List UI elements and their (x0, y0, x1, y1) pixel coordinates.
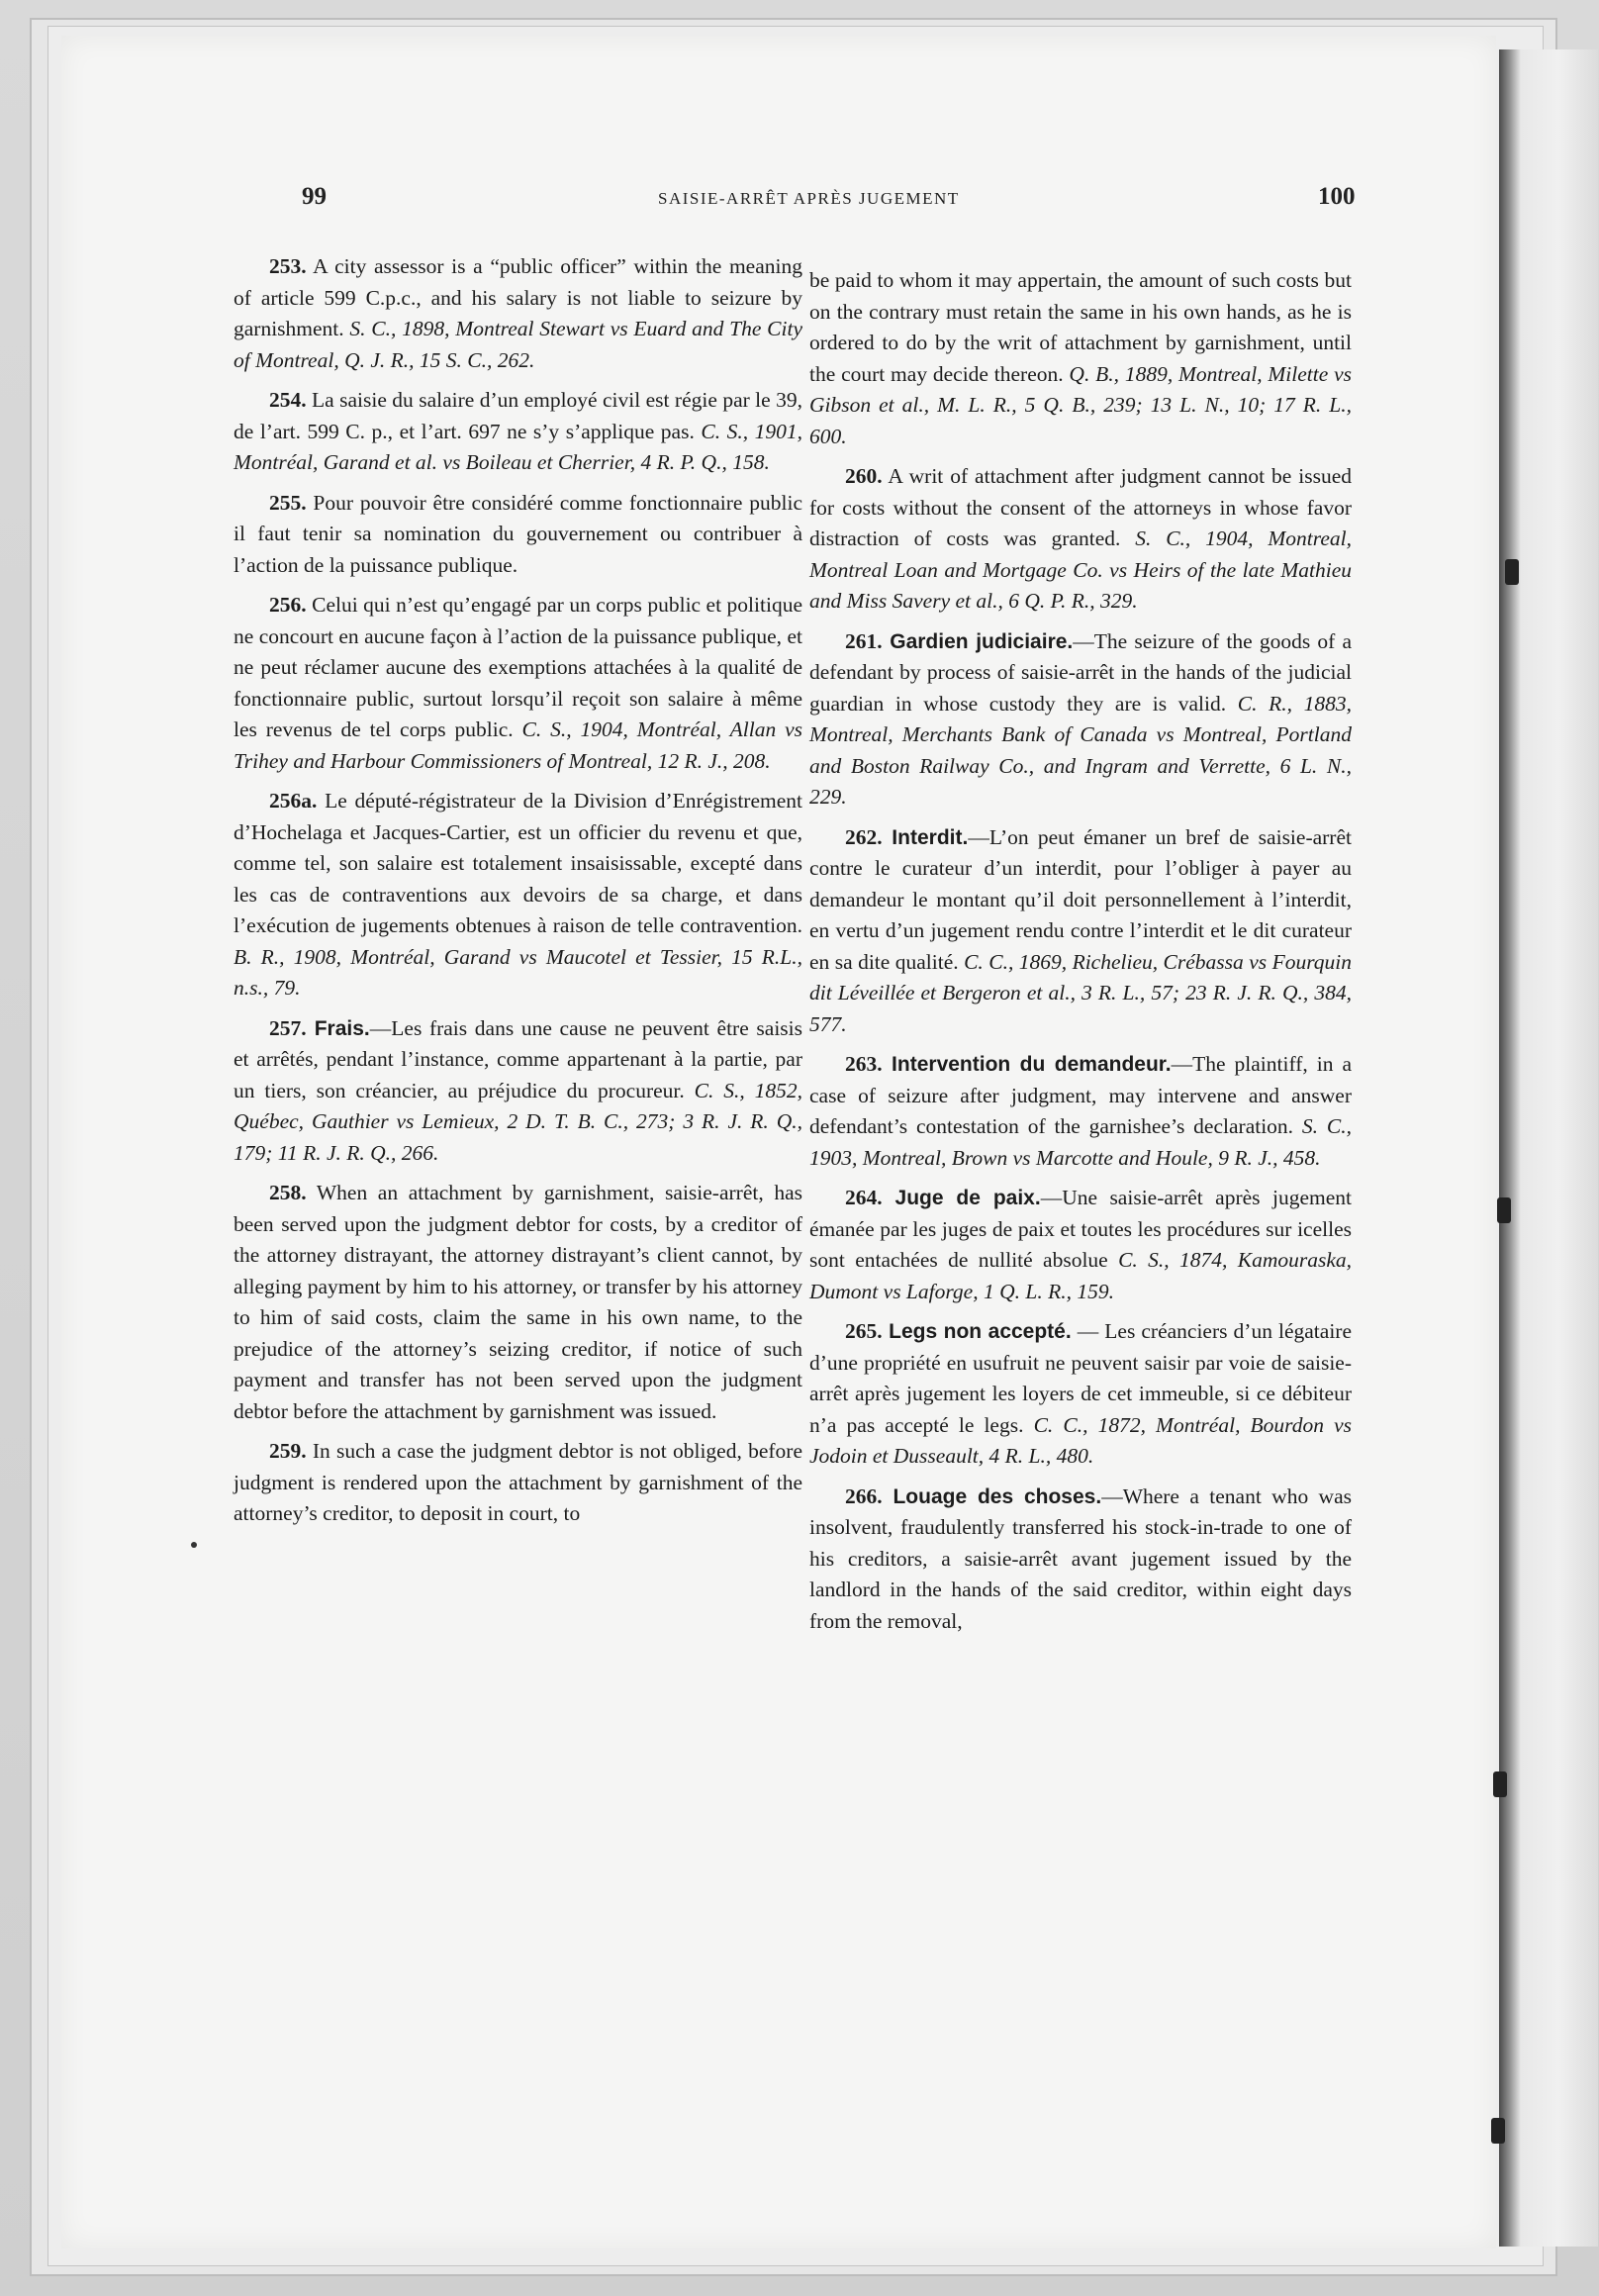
paragraph-citation: S. C., 1903, Montreal, Brown vs Marcotte and Houle, 9 R. J., 458. (809, 1114, 1352, 1170)
paragraph-text: —The seizure of the goods of a defendant by process of saisie-arrêt in the hands of the judicial guardian in whose custody they are is valid. (809, 628, 1352, 716)
paragraph-citation: Q. B., 1889, Montreal, Milette vs Gibson et al., M. L. R., 5 Q. B., 239; 13 L. N., 10; 17 R. L., 600. (809, 361, 1352, 448)
paragraph (234, 1436, 802, 1530)
paragraph-heading: Interdit. (882, 825, 969, 849)
paragraph-number: 263. (845, 1052, 883, 1076)
paragraph-text: —L’on peut émaner un bref de saisie-arrêt contre le curateur d’un interdit, pour l’obliger à payer au demandeur le montant qu’il doit personnellement à l’interdit, en vertu d’un jugement rendu contre l’interdit et le dit curateur en sa dite qualité. (809, 824, 1352, 974)
paragraph-number: 257. (269, 1015, 307, 1040)
paragraph-text: Pour pouvoir être considéré comme fonctionnaire public il faut tenir sa nomination du gouvernement ou contribuer à l’action de la puissance publique. (234, 490, 802, 577)
paragraph-heading: Intervention du demandeur. (882, 1053, 1172, 1076)
paragraph-text: —Les frais dans une cause ne peuvent être saisis et arrêtés, pendant l’instance, comme appartenant à la partie, par un tiers, son créancier, au préjudice du procureur. (234, 1015, 802, 1102)
paragraph (234, 488, 802, 582)
paragraph (809, 1183, 1352, 1307)
paragraph-number: 255. (269, 490, 307, 515)
paragraph-citation: C. S., 1874, Kamouraska, Dumont vs Laforge, 1 Q. L. R., 159. (809, 1248, 1352, 1303)
paragraph-citation: C. R., 1883, Montreal, Merchants Bank of Canada vs Montreal, Portland and Boston Railway Co., and Ingram and Verrette, 6 L. N., 229. (809, 691, 1352, 809)
paragraph-citation: S. C., 1898, Montreal Stewart vs Euard and The City of Montreal, Q. J. R., 15 S. C., 262. (234, 317, 802, 372)
paragraph-text: — Les créanciers d’un légataire d’une propriété en usufruit ne peuvent saisir par voie de saisie-arrêt après jugement les loyers de cet immeuble, si ce débiteur n’a pas accepté le legs. (809, 1319, 1352, 1437)
paragraph-text: —Une saisie-arrêt après jugement émanée par les juges de paix et toutes les procédures sur icelles sont entachées de nullité absolue (809, 1186, 1352, 1272)
paragraph-number: 258. (269, 1181, 307, 1204)
paragraph (809, 1316, 1352, 1473)
paragraph-citation: C. S., 1901, Montréal, Garand et al. vs Boileau et Cherrier, 4 R. P. Q., 158. (234, 419, 802, 474)
paragraph (809, 626, 1352, 813)
paragraph-heading: Louage des choses. (882, 1484, 1102, 1508)
paragraph (234, 1013, 802, 1170)
paragraph-text: —The plaintiff, in a case of seizure after judgment, may intervene and answer defendant’s contestation of the garnishee’s declaration. (809, 1052, 1353, 1138)
margin-dot (191, 1542, 197, 1548)
paragraph-citation: C. C., 1869, Richelieu, Crébassa vs Fourquin dit Léveillée et Bergeron et al., 3 R. L., 57; 23 R. J. R. Q., 384, 577. (809, 949, 1352, 1036)
paragraph-citation: C. S., 1852, Québec, Gauthier vs Lemieux, 2 D. T. B. C., 273; 3 R. J. R. Q., 179; 11 R. J. R. Q., 266. (234, 1078, 802, 1165)
paragraph-text: A city assessor is a “public officer” within the meaning of article 599 C.p.c., and his salary is not liable to seizure by garnishment. (234, 254, 802, 340)
paragraph-text: La saisie du salaire d’un employé civil est régie par le 39, de l’art. 599 C. p., et l’art. 697 ne s’y s’applique pas. (234, 388, 802, 443)
paragraph-number: 256a. (269, 789, 318, 813)
left-column (234, 251, 802, 1539)
paragraph-text: —Where a tenant who was insolvent, fraudulently transferred his stock-in-trade to one of his creditors, a saisie-arrêt avant jugement issued by the landlord in the hands of the said creditor, within eight days from the removal, (809, 1483, 1352, 1633)
paragraph-text: A writ of attachment after judgment cannot be issued for costs without the consent of the attorneys in whose favor distraction of costs was granted. (809, 464, 1352, 550)
paragraph-text: Celui qui n’est qu’engagé par un corps public et politique ne concourt en aucune façon à l’action de la puissance publique, et ne peut réclamer aucune des exemptions attachées à la qualité de fonctionnaire public, surtout lorsqu’il reçoit son salaire à même les revenus de tel corps public. (234, 593, 802, 741)
page-header (0, 183, 1599, 223)
edge-mark (1491, 2118, 1505, 2144)
paragraph (809, 461, 1352, 618)
paragraph-citation: C. C., 1872, Montréal, Bourdon vs Jodoin et Dusseault, 4 R. L., 480. (809, 1412, 1353, 1468)
paragraph-number: 256. (269, 593, 307, 617)
paragraph-number: 262. (845, 824, 883, 849)
paragraph (234, 1178, 802, 1427)
page-number-right: 100 (1318, 183, 1356, 210)
paragraph-number: 265. (845, 1319, 883, 1343)
paragraph-number: 260. (845, 464, 883, 488)
paragraph (234, 251, 802, 376)
paragraph (234, 786, 802, 1004)
paragraph (234, 385, 802, 479)
paragraph-heading: Legs non accepté. (882, 1320, 1072, 1343)
running-title: SAISIE-ARRÊT APRÈS JUGEMENT (658, 189, 960, 208)
paragraph-number: 266. (845, 1483, 883, 1508)
paragraph-number: 253. (269, 254, 307, 278)
paragraph-heading: Gardien judiciaire. (882, 629, 1074, 653)
paragraph-number: 254. (269, 388, 307, 412)
paragraph-heading: Juge de paix. (882, 1187, 1041, 1209)
paragraph-text: be paid to whom it may appertain, the amount of such costs but on the contrary must retain the same in his own hands, as he is ordered to do by the writ of attachment by garnishment, until the court may decide thereon. (809, 268, 1352, 386)
paragraph (809, 1049, 1352, 1174)
paragraph-citation: C. S., 1904, Montréal, Allan vs Trihey and Harbour Commissioners of Montreal, 12 R. J., 208. (234, 718, 802, 773)
edge-mark (1493, 1771, 1507, 1797)
book-right-edge (1499, 49, 1598, 2247)
paragraph-text: Le député-régistrateur de la Division d’Enrégistrement d’Hochelaga et Jacques-Cartier, est un officier du revenu et que, comme tel, son salaire est totalement insaisissable, excepté dans les cas de contraventions aux devoirs de sa charge, et dans l’exécution de jugements obtenues à raison de telle contravention. (234, 789, 802, 937)
paragraph-text: When an attachment by garnishment, saisie-arrêt, has been served upon the judgment debtor for costs, by a creditor of the attorney distrayant, the attorney distrayant’s client cannot, by alleging payment by him to his attorney, or transfer by his attorney to him of said costs, claim the same in his own name, to the prejudice of the attorney’s seizing creditor, if notice of such payment and transfer has not been served upon the judgment debtor before the attachment by garnishment was issued. (234, 1181, 802, 1423)
paragraph (809, 1482, 1352, 1638)
edge-mark (1497, 1197, 1511, 1223)
edge-mark (1505, 559, 1519, 585)
paragraph-citation: S. C., 1904, Montreal, Montreal Loan and Mortgage Co. vs Heirs of the late Mathieu and Miss Savery et al., 6 Q. P. R., 329. (809, 526, 1352, 613)
paragraph (234, 590, 802, 777)
paragraph-citation: B. R., 1908, Montréal, Garand vs Maucotel et Tessier, 15 R.L., n.s., 79. (234, 944, 802, 1000)
paragraph-heading: Frais. (306, 1016, 370, 1040)
page-number-left: 99 (302, 183, 327, 210)
paragraph (809, 265, 1352, 452)
paragraph-number: 259. (269, 1439, 307, 1463)
paragraph-number: 261. (845, 628, 883, 653)
paragraph-text: In such a case the judgment debtor is not obliged, before judgment is rendered upon the attachment by garnishment of the attorney’s creditor, to deposit in court, to (234, 1439, 802, 1525)
right-column (809, 265, 1352, 1646)
paragraph (809, 822, 1352, 1041)
paragraph-number: 264. (845, 1186, 883, 1209)
